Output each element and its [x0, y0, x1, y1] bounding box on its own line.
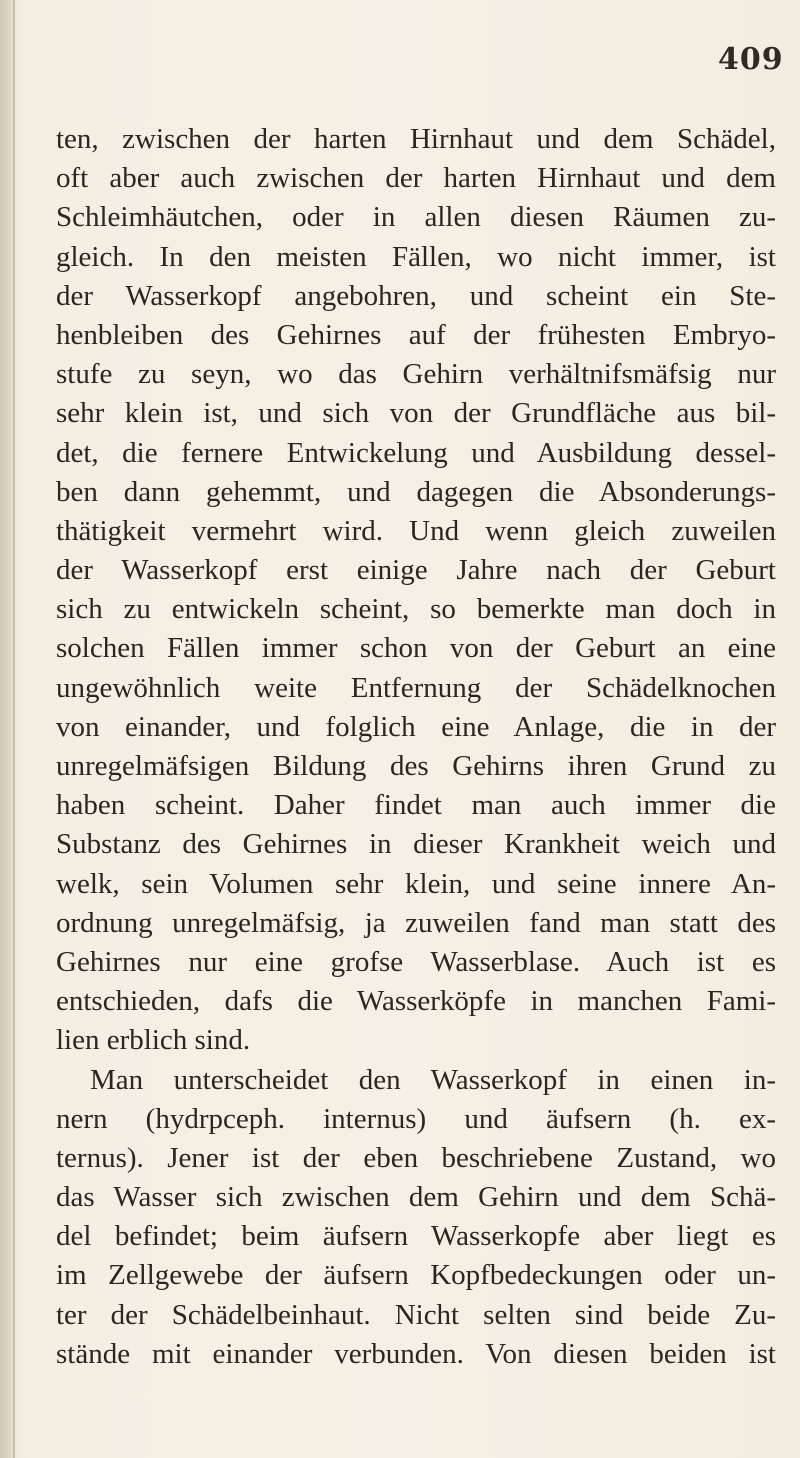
text-line: stände mit einander verbunden. Von diesen beiden ist: [56, 1337, 776, 1370]
text-line: det, die fernere Entwickelung und Ausbildung dessel-: [56, 436, 776, 469]
text-line: oft aber auch zwischen der harten Hirnhaut und dem: [56, 162, 776, 195]
page-number: 409: [718, 42, 784, 77]
text-line: Substanz des Gehirnes in dieser Krankheit weich und: [56, 828, 776, 861]
text-line: ter der Schädelbeinhaut. Nicht selten sind beide Zu-: [56, 1298, 776, 1331]
text-line: Gehirnes nur eine grofse Wasserblase. Auch ist es: [56, 945, 776, 978]
text-line: Schleimhäutchen, oder in allen diesen Räumen zu-: [56, 201, 776, 234]
text-line: ordnung unregelmäfsig, ja zuweilen fand man statt des: [56, 906, 776, 939]
text-line: welk, sein Volumen sehr klein, und seine innere An-: [56, 867, 776, 900]
text-line: haben scheint. Daher findet man auch immer die: [56, 789, 776, 822]
text-line: ungewöhnlich weite Entfernung der Schädelknochen: [56, 671, 776, 704]
text-line-paragraph-end: lien erblich sind.: [56, 1024, 251, 1057]
text-line: sehr klein ist, und sich von der Grundfläche aus bil-: [56, 397, 776, 430]
text-line: gleich. In den meisten Fällen, wo nicht immer, ist: [56, 240, 776, 273]
page-binding-edge: [0, 0, 14, 1458]
text-line: der Wasserkopf angebohren, und scheint ein Ste-: [56, 279, 776, 312]
text-line: stufe zu seyn, wo das Gehirn verhältnifsmäfsig nur: [56, 358, 776, 391]
text-line: henbleiben des Gehirnes auf der frühesten Embryo-: [56, 318, 776, 351]
text-line: nern (hydrpceph. internus) und äufsern (h. ex-: [56, 1102, 776, 1135]
text-line: unregelmäfsigen Bildung des Gehirns ihren Grund zu: [56, 750, 776, 782]
text-line: del befindet; beim äufsern Wasserkopfe aber liegt es: [56, 1220, 776, 1253]
text-line: das Wasser sich zwischen dem Gehirn und dem Schä-: [56, 1181, 776, 1214]
text-line: sich zu entwickeln scheint, so bemerkte man doch in: [56, 593, 776, 626]
text-line: ben dann gehemmt, und dagegen die Absonderungs-: [56, 475, 776, 508]
text-line-paragraph-start: Man unterscheidet den Wasserkopf in einen in-: [90, 1063, 776, 1096]
text-line: der Wasserkopf erst einige Jahre nach der Geburt: [56, 554, 776, 587]
text-line: ternus). Jener ist der eben beschriebene Zustand, wo: [56, 1141, 776, 1174]
page-binding-line: [13, 0, 15, 1458]
text-line: von einander, und folglich eine Anlage, die in der: [56, 710, 776, 743]
text-line: solchen Fällen immer schon von der Geburt an eine: [56, 632, 776, 665]
text-line: ten, zwischen der harten Hirnhaut und dem Schädel,: [56, 123, 776, 155]
text-line: thätigkeit vermehrt wird. Und wenn gleich zuweilen: [56, 514, 776, 547]
text-line: entschieden, dafs die Wasserköpfe in manchen Fami-: [56, 985, 776, 1018]
body-text: [56, 120, 776, 1374]
text-line: im Zellgewebe der äufsern Kopfbedeckungen oder un-: [56, 1259, 776, 1292]
